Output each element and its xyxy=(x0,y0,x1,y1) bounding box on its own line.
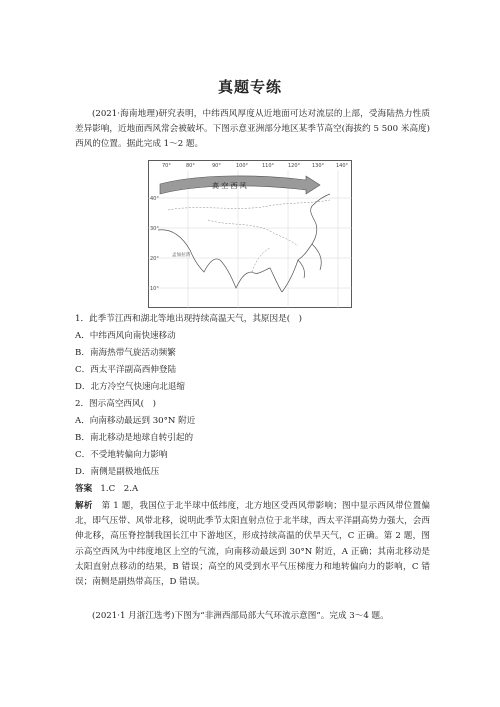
question-1-option: A．中纬西风向南快速移动 xyxy=(75,331,176,341)
lat-label: 10° xyxy=(150,286,159,292)
question-2-stem: 2．图示高空西风( ) xyxy=(75,399,156,409)
sea-label: 孟加拉湾 xyxy=(172,253,191,258)
lat-label: 40° xyxy=(150,196,159,202)
answer-label: 答案 xyxy=(75,484,93,494)
question-1-option: D．北方冷空气快速向北退缩 xyxy=(75,382,186,392)
question-2-option: D．南侧是副极地低压 xyxy=(75,467,160,477)
lon-label: 110° xyxy=(262,163,275,169)
answer-line xyxy=(75,483,138,495)
answer-text: 1.C 2.A xyxy=(100,484,139,494)
question-2-option: C．不受地转偏向力影响 xyxy=(75,450,168,460)
lat-label: 20° xyxy=(150,256,159,262)
lon-label: 100° xyxy=(236,163,249,169)
question-2-option: B．南北移动是地球自转引起的 xyxy=(75,433,194,443)
question-1-stem: 1．此季节江西和湖北等地出现持续高温天气，其原因是( ) xyxy=(75,314,303,324)
analysis-text: 第 1 题，我国位于北半球中低纬度，北方地区受西风带影响；图中显示西风带位置偏北，即气压带、风带北移，说明此季节太阳直射点位于北半球，西太平洋副高势力强大，会西伸北移，高压脊控制我国长江中下游地区，形成持续高温的伏旱天气，C 正确。第 2 题，图示高空西风为中纬度地区上空的气流，向南移动最远到 30°N 附近，A 正确；其南北移动是太阳直射点移动的结果，B 错误；高空的风受到水平气压梯度力和地转偏向力的影响，C 错误；南侧是副热带高压，D 错误。 xyxy=(75,501,430,588)
westerlies-map xyxy=(148,160,352,308)
question-1-option: B．南海热带气旋活动频繁 xyxy=(75,348,176,358)
lon-label: 140° xyxy=(336,163,349,169)
lon-label: 70° xyxy=(162,163,171,169)
lon-label: 90° xyxy=(212,163,221,169)
intro-paragraph: (2021·海南地理)研究表明，中纬西风厚度从近地面可达对流层的上部，受海陆热力性质差异影响，近地面西风常会被破坏。下图示意亚洲部分地区某季节高空(海拔约 5 500 米高度)西风的位置。据此完成 1～2 题。 xyxy=(75,109,430,150)
lat-label: 30° xyxy=(150,226,159,232)
band-label: 高 空 西 风 xyxy=(212,182,247,190)
lon-label: 120° xyxy=(288,163,301,169)
question-2-option: A．向南移动最远到 30°N 附近 xyxy=(75,416,196,426)
question-1-option: C．西太平洋副高西伸登陆 xyxy=(75,365,177,375)
page-title: 真题专练 xyxy=(217,78,282,96)
lon-label: 130° xyxy=(312,163,325,169)
analysis-label: 解析 xyxy=(75,501,93,511)
lon-label: 80° xyxy=(186,163,195,169)
analysis-paragraph xyxy=(75,499,430,590)
next-question-intro: (2021·1 月浙江选考)下图为“非洲西部局部大气环流示意图”。完成 3～4 题。 xyxy=(92,611,389,621)
